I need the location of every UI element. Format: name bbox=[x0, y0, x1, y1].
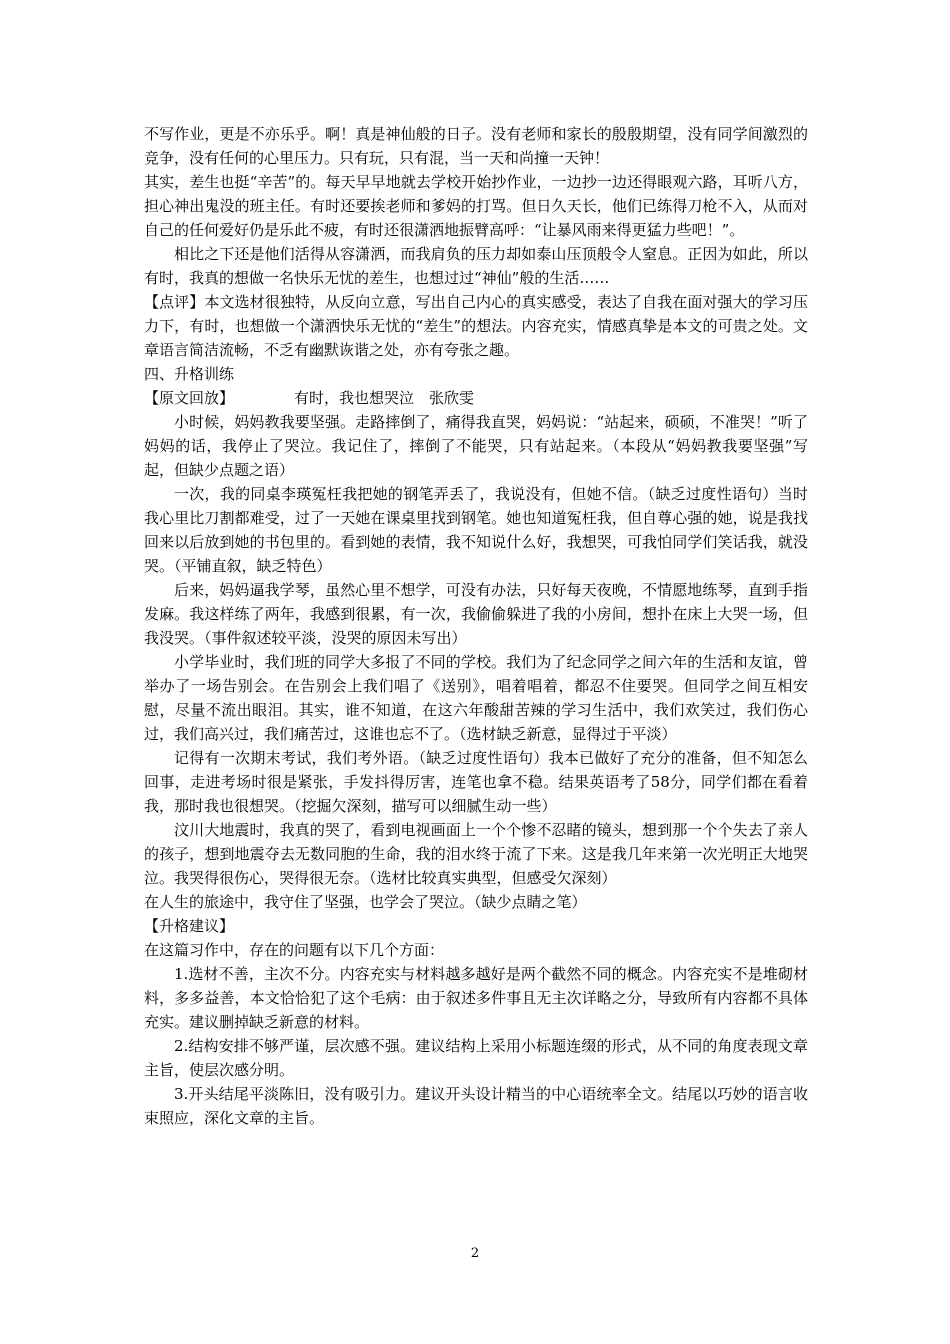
suggestion-heading: 【升格建议】 bbox=[144, 917, 235, 935]
paragraph-2: 其实，差生也挺“辛苦”的。每天早早地就去学校开始抄作业，一边抄一边还得眼观六路，耳听八方，担心神出鬼没的班主任。有时还要挨老师和爹妈的打骂。但日久天长，他们已练得刀枪不入，从而对自己的任何爱好仍是乐此不疲，有时还很潇洒地振臂高呼：“让暴风雨来得更猛力些吧！”。 bbox=[144, 173, 808, 239]
paragraph-3: 相比之下还是他们活得从容潇洒，而我肩负的压力却如泰山压顶般令人窒息。正因为如此，所以有时，我真的想做一名快乐无忧的差生，也想过过“神仙”般的生活…… bbox=[144, 245, 808, 287]
essay-title: 有时，我也想哭泣 张欣雯 bbox=[294, 389, 475, 407]
review-paragraph: 【点评】本文选材很独特，从反向立意，写出自己内心的真实感受，表达了自我在面对强大的学习压力下，有时，也想做一个潇洒快乐无忧的“差生”的想法。内容充实，情感真挚是本文的可贵之处。文章语言简洁流畅，不乏有幽默诙谐之处，亦有夸张之趣。 bbox=[144, 293, 808, 359]
original-heading-label: 【原文回放】 bbox=[144, 389, 235, 407]
essay-paragraph-6: 汶川大地震时，我真的哭了，看到电视画面上一个个惨不忍睹的镜头，想到那一个个失去了亲人的孩子，想到地震夺去无数同胞的生命，我的泪水终于流了下来。这是我几年来第一次光明正大地哭泣。我哭得很伤心，哭得很无奈。（选材比较真实典型，但感受欠深刻） bbox=[144, 821, 808, 887]
essay-paragraph-2: 一次，我的同桌李瑛冤枉我把她的钢笔弄丢了，我说没有，但她不信。（缺乏过度性语句）当时我心里比刀割都难受，过了一天她在课桌里找到钢笔。她也知道冤枉我，但自尊心强的她，说是我找回来以后放到她的书包里的。看到她的表情，我不知说什么好，我想哭，可我怕同学们笑话我，就没哭。（平铺直叙，缺乏特色） bbox=[144, 485, 808, 575]
suggestion-item-2: 2.结构安排不够严谨，层次感不强。建议结构上采用小标题连缀的形式，从不同的角度表现文章主旨，使层次感分明。 bbox=[144, 1037, 808, 1079]
paragraph-1: 不写作业，更是不亦乐乎。啊！真是神仙般的日子。没有老师和家长的殷殷期望，没有同学间激烈的竞争，没有任何的心里压力。只有玩，只有混，当一天和尚撞一天钟！ bbox=[144, 125, 808, 167]
essay-paragraph-1: 小时候，妈妈教我要坚强。走路摔倒了，痛得我直哭，妈妈说：“站起来，硕硕，不准哭！”听了妈妈的话，我停止了哭泣。我记住了，摔倒了不能哭，只有站起来。（本段从“妈妈教我要坚强”写起，但缺少点题之语） bbox=[144, 413, 808, 479]
document-body bbox=[144, 122, 808, 1130]
suggestion-item-1: 1.选材不善，主次不分。内容充实与材料越多越好是两个截然不同的概念。内容充实不是堆砌材料，多多益善，本文恰恰犯了这个毛病：由于叙述多件事且无主次详略之分，导致所有内容都不具体充实。建议删掉缺乏新意的材料。 bbox=[144, 965, 808, 1031]
suggestion-intro: 在这篇习作中，存在的问题有以下几个方面： bbox=[144, 941, 445, 959]
essay-ending: 在人生的旅途中，我守住了坚强，也学会了哭泣。（缺少点睛之笔） bbox=[144, 893, 587, 911]
page-number: 2 bbox=[470, 1246, 480, 1261]
original-heading bbox=[144, 386, 808, 410]
essay-paragraph-3: 后来，妈妈逼我学琴，虽然心里不想学，可没有办法，只好每天夜晚，不情愿地练琴，直到手指发麻。我这样练了两年，我感到很累，有一次，我偷偷躲进了我的小房间，想扑在床上大哭一场，但我没哭。（事件叙述较平淡，没哭的原因未写出） bbox=[144, 581, 808, 647]
section-heading: 四、升格训练 bbox=[144, 365, 235, 383]
suggestion-item-3: 3.开头结尾平淡陈旧，没有吸引力。建议开头设计精当的中心语统率全文。结尾以巧妙的语言收束照应，深化文章的主旨。 bbox=[144, 1085, 808, 1127]
essay-paragraph-5: 记得有一次期末考试，我们考外语。（缺乏过度性语句）我本已做好了充分的准备，但不知怎么回事，走进考场时很是紧张，手发抖得厉害，连笔也拿不稳。结果英语考了58分，同学们都在看着我，那时我也很想哭。（挖掘欠深刻，描写可以细腻生动一些） bbox=[144, 749, 808, 815]
essay-paragraph-4: 小学毕业时，我们班的同学大多报了不同的学校。我们为了纪念同学之间六年的生活和友谊，曾举办了一场告别会。在告别会上我们唱了《送别》，唱着唱着，都忍不住要哭。但同学之间互相安慰，尽量不流出眼泪。其实，谁不知道，在这六年酸甜苦辣的学习生活中，我们欢笑过，我们伤心过，我们高兴过，我们痛苦过，这谁也忘不了。（选材缺乏新意，显得过于平淡） bbox=[144, 653, 808, 743]
